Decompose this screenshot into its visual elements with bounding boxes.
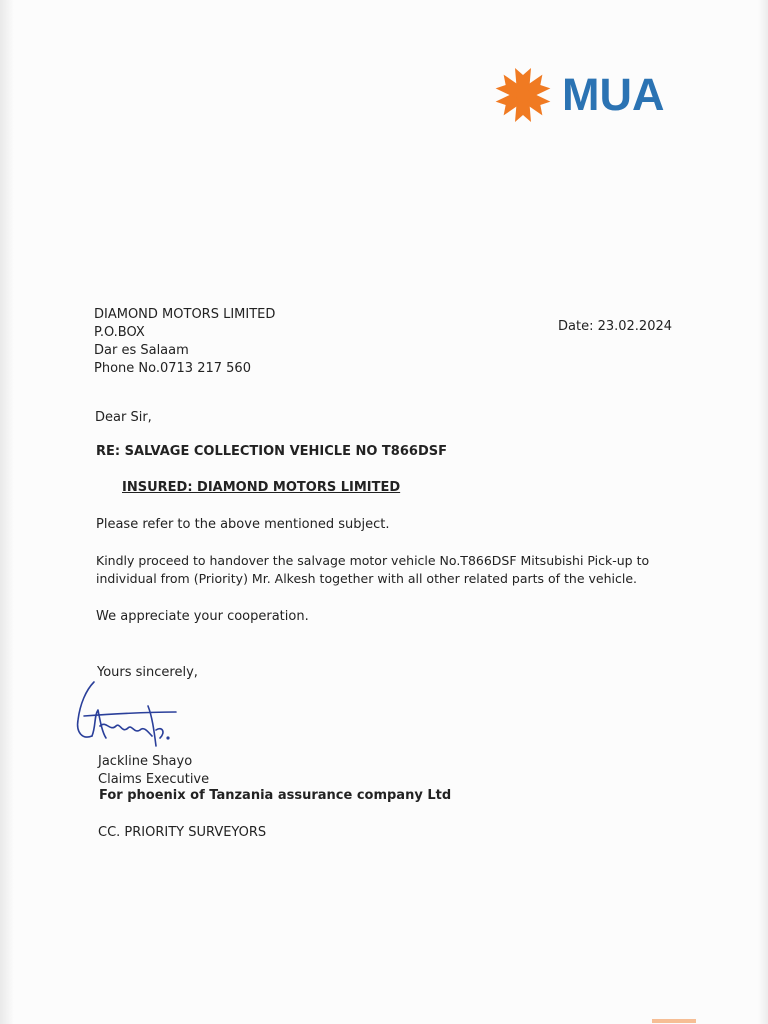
letter-date: Date: 23.02.2024 bbox=[558, 319, 673, 334]
mua-logo bbox=[492, 62, 664, 128]
page-edge-shadow-left bbox=[0, 0, 14, 1024]
signer-title: Claims Executive bbox=[98, 772, 210, 787]
body-paragraph-1: Please refer to the above mentioned subject. bbox=[96, 517, 390, 532]
stamp-fragment bbox=[652, 1019, 696, 1023]
body-paragraph-2-line-2: individual from (Priority) Mr. Alkesh together with all other related parts of the vehicle. bbox=[96, 571, 638, 586]
asterisk-logo-icon bbox=[492, 64, 554, 126]
recipient-city: Dar es Salaam bbox=[94, 343, 189, 358]
body-paragraph-2-line-1: Kindly proceed to handover the salvage motor vehicle No.T866DSF Mitsubishi Pick-up to bbox=[96, 553, 650, 568]
closing: Yours sincerely, bbox=[97, 665, 198, 680]
subject-insured: INSURED: DIAMOND MOTORS LIMITED bbox=[122, 480, 401, 495]
logo-text: MUA bbox=[562, 69, 665, 120]
page-edge-shadow-right bbox=[758, 0, 768, 1024]
signer-company: For phoenix of Tanzania assurance company Ltd bbox=[99, 788, 452, 803]
recipient-pobox: P.O.BOX bbox=[94, 325, 145, 340]
subject-re: RE: SALVAGE COLLECTION VEHICLE NO T866DSF bbox=[96, 444, 447, 459]
recipient-phone: Phone No.0713 217 560 bbox=[94, 361, 251, 376]
signer-name: Jackline Shayo bbox=[98, 754, 193, 769]
handwritten-signature bbox=[72, 676, 184, 760]
body-paragraph-3: We appreciate your cooperation. bbox=[96, 609, 309, 624]
recipient-company: DIAMOND MOTORS LIMITED bbox=[94, 307, 276, 322]
cc-line: CC. PRIORITY SURVEYORS bbox=[98, 825, 267, 840]
salutation: Dear Sir, bbox=[95, 410, 152, 425]
